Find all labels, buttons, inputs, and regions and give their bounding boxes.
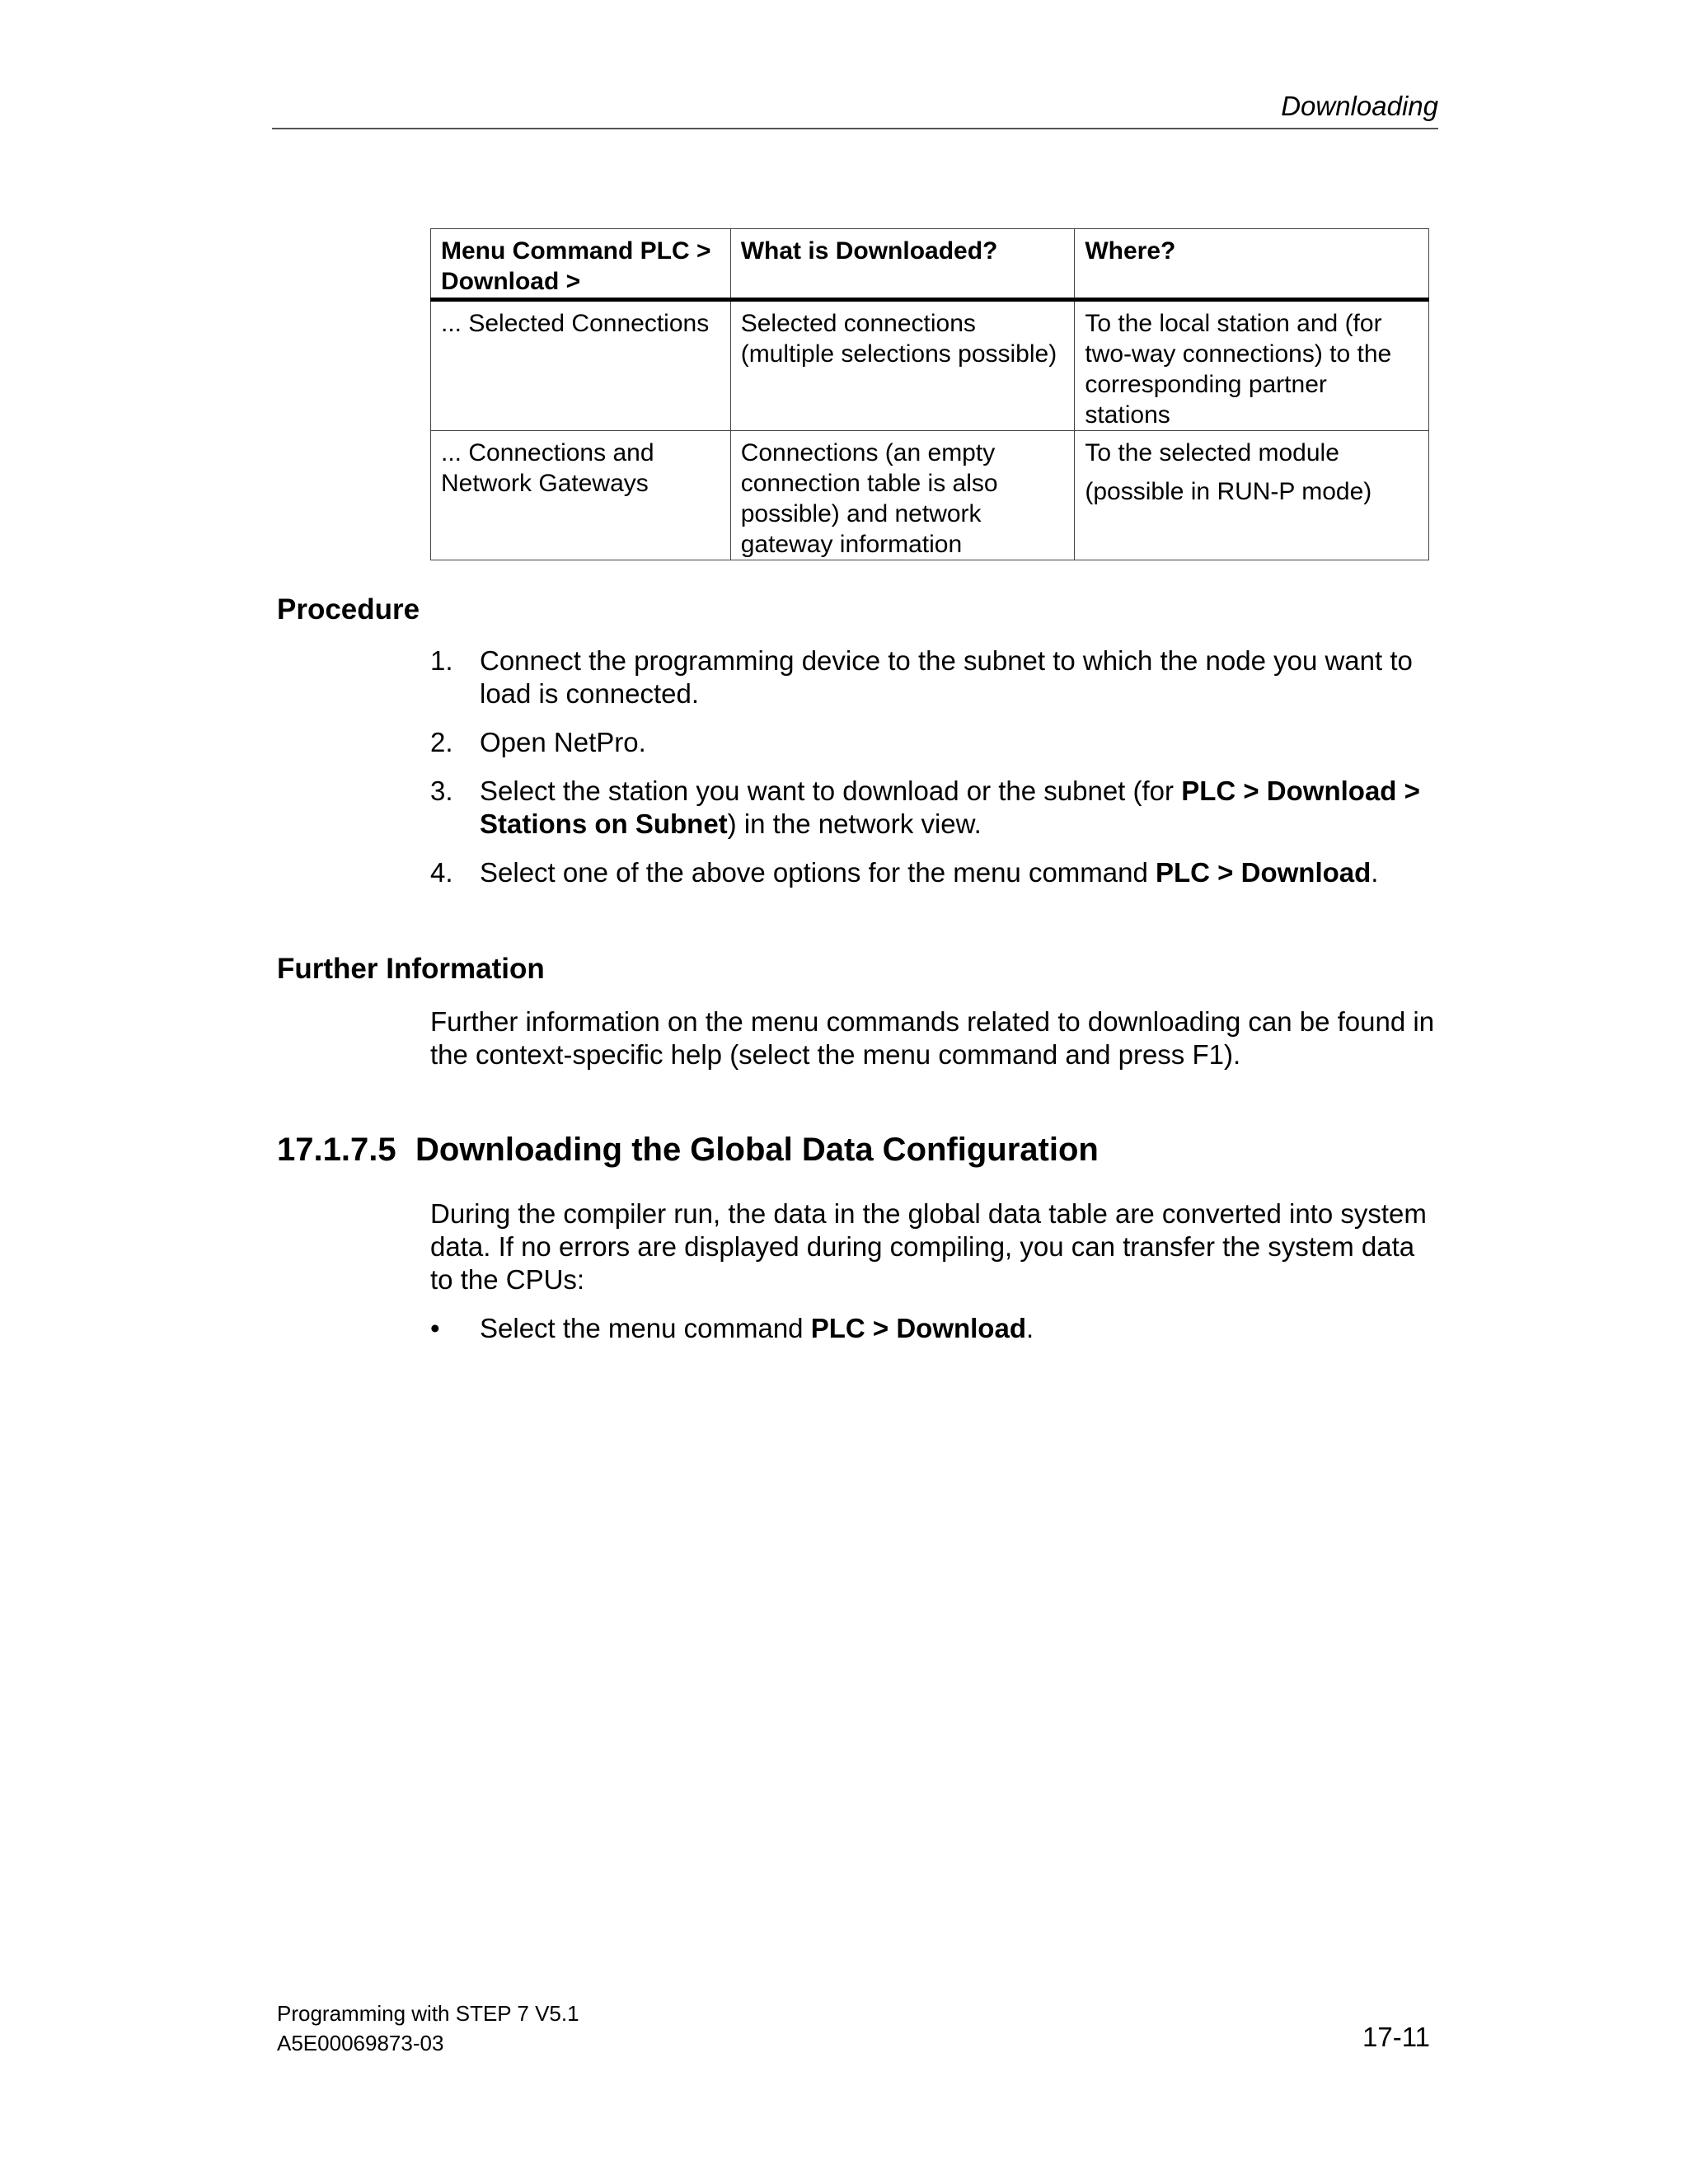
bullet-text-start: Select the menu command <box>480 1313 811 1343</box>
column-header-menu-command: Menu Command PLC > Download > <box>431 229 731 300</box>
cell-what: Connections (an empty connection table is also possible) and network gateway information <box>730 431 1075 560</box>
step-number: 1. <box>430 645 453 676</box>
download-options-table <box>430 228 1429 560</box>
table-header-row <box>431 229 1429 300</box>
footer-order-number: A5E00069873-03 <box>277 2031 444 2055</box>
step-text-start: Select one of the above options for the menu command <box>480 857 1156 888</box>
section-number: 17.1.7.5 <box>277 1132 396 1168</box>
list-item <box>430 1312 1444 1345</box>
column-header-where: Where? <box>1075 229 1429 300</box>
cell-where-line: To the local station and (for two-way connections) to the corresponding partner stations <box>1085 310 1392 429</box>
procedure-heading: Procedure <box>277 593 420 626</box>
step-text-end: . <box>1371 857 1379 888</box>
list-item <box>430 644 1444 710</box>
header-rule <box>272 128 1438 129</box>
list-item <box>430 856 1444 889</box>
table-row <box>431 431 1429 560</box>
column-header-what-downloaded: What is Downloaded? <box>730 229 1075 300</box>
bullet-marker: • <box>430 1313 440 1343</box>
procedure-steps <box>430 644 1444 905</box>
footer-book-title: Programming with STEP 7 V5.1 <box>277 2001 579 2026</box>
section-heading <box>277 1132 1099 1169</box>
cell-where <box>1075 431 1429 560</box>
list-item <box>430 775 1444 841</box>
step-text: Open NetPro. <box>480 727 646 757</box>
cell-where <box>1075 300 1429 431</box>
section-bullet-list <box>430 1312 1444 1345</box>
section-paragraph: During the compiler run, the data in the global data table are converted into system data. If no errors are displayed during compiling, you can transfer the system data to the CPUs: <box>430 1198 1427 1295</box>
menu-path-bold: PLC > Download <box>810 1313 1026 1343</box>
step-number: 2. <box>430 727 453 757</box>
cell-what: Selected connections (multiple selections possible) <box>730 300 1075 431</box>
step-text-end: ) in the network view. <box>727 808 982 839</box>
cell-command: ... Connections and Network Gateways <box>431 431 731 560</box>
bullet-text-end: . <box>1025 1313 1034 1343</box>
cell-where-line: To the selected module <box>1085 439 1339 466</box>
cell-where-line: (possible in RUN-P mode) <box>1085 478 1372 505</box>
further-information-heading: Further Information <box>277 953 545 985</box>
step-text-start: Select the station you want to download or the subnet (for <box>480 776 1182 806</box>
further-information-text: Further information on the menu commands related to downloading can be found in the context-specific help (select the menu command and press F1). <box>430 1006 1435 1070</box>
menu-path-bold: PLC > Download <box>1156 857 1372 888</box>
cell-command: ... Selected Connections <box>431 300 731 431</box>
running-header-title: Downloading <box>1281 91 1438 121</box>
menu-path-bold: PLC > Download > Stations on Subnet <box>480 776 1420 839</box>
footer-left <box>277 1999 579 2058</box>
step-text: Connect the programming device to the subnet to which the node you want to load is connected. <box>480 645 1413 709</box>
list-item <box>430 726 1444 759</box>
table-row <box>431 300 1429 431</box>
step-number: 3. <box>430 776 453 806</box>
step-number: 4. <box>430 857 453 888</box>
section-title: Downloading the Global Data Configuration <box>415 1132 1099 1168</box>
page-number: 17-11 <box>1362 2022 1430 2052</box>
